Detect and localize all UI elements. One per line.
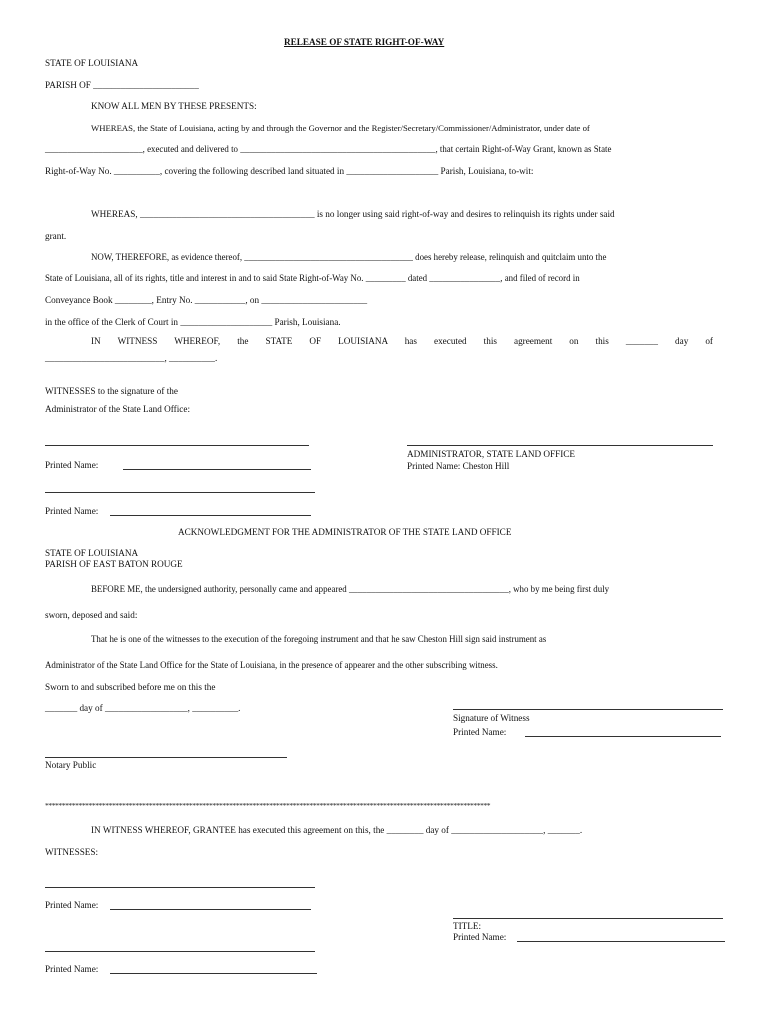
admin-printed-name: Printed Name: Cheston Hill [407, 461, 510, 471]
parish-heading: PARISH OF _______________________ [45, 80, 199, 90]
in-witness-line-1: IN WITNESS WHEREOF, the STATE OF LOUISIANA has executed this agreement on this _______ day of [91, 336, 713, 346]
grantee-witnesses-label: WITNESSES: [45, 847, 99, 857]
whereas-2-line-2: grant. [45, 231, 67, 241]
ack-state: STATE OF LOUISIANA [45, 548, 139, 558]
know-all-men: KNOW ALL MEN BY THESE PRESENTS: [91, 101, 257, 111]
admin-signature-line[interactable] [407, 445, 713, 446]
before-me-line-1: BEFORE ME, the undersigned authority, personally came and appeared ____________________________________, who by me being first duly [91, 584, 610, 594]
witness-2-printed-name: Printed Name: [45, 506, 99, 516]
grantee-witness-2-signature-line[interactable] [45, 951, 315, 952]
grantee-printed-name-line[interactable] [517, 941, 725, 942]
witness-2-signature-line[interactable] [45, 492, 315, 493]
grantee-witness-1-printed-line[interactable] [110, 909, 311, 910]
that-he-line-2: Administrator of the State Land Office for the State of Louisiana, in the presence of appearer and the other subscribing witness. [45, 660, 498, 670]
witnesses-to-signature: WITNESSES to the signature of the [45, 386, 178, 396]
state-heading: STATE OF LOUISIANA [45, 58, 139, 68]
sworn-to: Sworn to and subscribed before me on this the [45, 682, 216, 692]
whereas-1-line-1: WHEREAS, the State of Louisiana, acting by and through the Governor and the Register/Secretary/Commissioner/Administrator, under date of [91, 123, 590, 133]
whereas-1-line-3: Right-of-Way No. __________, covering the following described land situated in ____________________ Parish, Louisiana, to-wit: [45, 166, 534, 176]
administrator-label: Administrator of the State Land Office: [45, 404, 191, 414]
admin-title: ADMINISTRATOR, STATE LAND OFFICE [407, 449, 576, 459]
whereas-1-line-2: ______________________, executed and delivered to ____________________________________________, that certain Right-of-Way Grant, known as State [45, 144, 612, 154]
asterisk-separator: ************************************************************************************************************************************* [45, 801, 491, 810]
witness-1-printed-name-line[interactable] [123, 469, 311, 470]
ack-printed-name-line[interactable] [525, 736, 721, 737]
witness-1-signature-line[interactable] [45, 445, 309, 446]
now-therefore-line-3: Conveyance Book ________, Entry No. ___________, on _______________________ [45, 295, 368, 305]
signature-of-witness: Signature of Witness [453, 713, 530, 723]
before-me-line-2: sworn, deposed and said: [45, 610, 138, 620]
grantee-in-witness: IN WITNESS WHEREOF, GRANTEE has executed this agreement on this, the ________ day of ____________________, _______. [91, 825, 583, 835]
now-therefore-line-2: State of Louisiana, all of its rights, title and interest in and to said State Right-of-Way No. _________ dated ________________, and filed of record in [45, 273, 580, 283]
grantee-title: TITLE: [453, 921, 482, 931]
grantee-witness-1-signature-line[interactable] [45, 887, 315, 888]
now-therefore-line-4: in the office of the Clerk of Court in ____________________ Parish, Louisiana. [45, 317, 341, 327]
notary-signature-line[interactable] [45, 757, 287, 758]
grantee-printed-name: Printed Name: [453, 932, 507, 942]
witness-1-printed-name: Printed Name: [45, 460, 99, 470]
grantee-signature-line[interactable] [453, 918, 723, 919]
grantee-witness-2-printed-name: Printed Name: [45, 964, 99, 974]
acknowledgment-heading: ACKNOWLEDGMENT FOR THE ADMINISTRATOR OF THE STATE LAND OFFICE [178, 527, 512, 537]
now-therefore-line-1: NOW, THEREFORE, as evidence thereof, ______________________________________ does hereby release, relinquish and quitclaim unto the [91, 252, 607, 262]
notary-public: Notary Public [45, 760, 97, 770]
document-title: RELEASE OF STATE RIGHT-OF-WAY [284, 37, 445, 47]
witness-2-printed-name-line[interactable] [110, 515, 311, 516]
in-witness-line-2: __________________________, __________. [45, 353, 218, 363]
sworn-date-line: _______ day of __________________, __________. [45, 703, 241, 713]
ack-printed-name: Printed Name: [453, 727, 507, 737]
witness-signature-line[interactable] [453, 709, 723, 710]
whereas-2-line-1: WHEREAS, ______________________________________ is no longer using said right-of-way and desires to relinquish its rights under said [91, 209, 615, 219]
that-he-line-1: That he is one of the witnesses to the execution of the foregoing instrument and that he saw Cheston Hill sign said instrument as [91, 634, 547, 644]
grantee-witness-2-printed-line[interactable] [110, 973, 317, 974]
grantee-witness-1-printed-name: Printed Name: [45, 900, 99, 910]
ack-parish: PARISH OF EAST BATON ROUGE [45, 559, 183, 569]
